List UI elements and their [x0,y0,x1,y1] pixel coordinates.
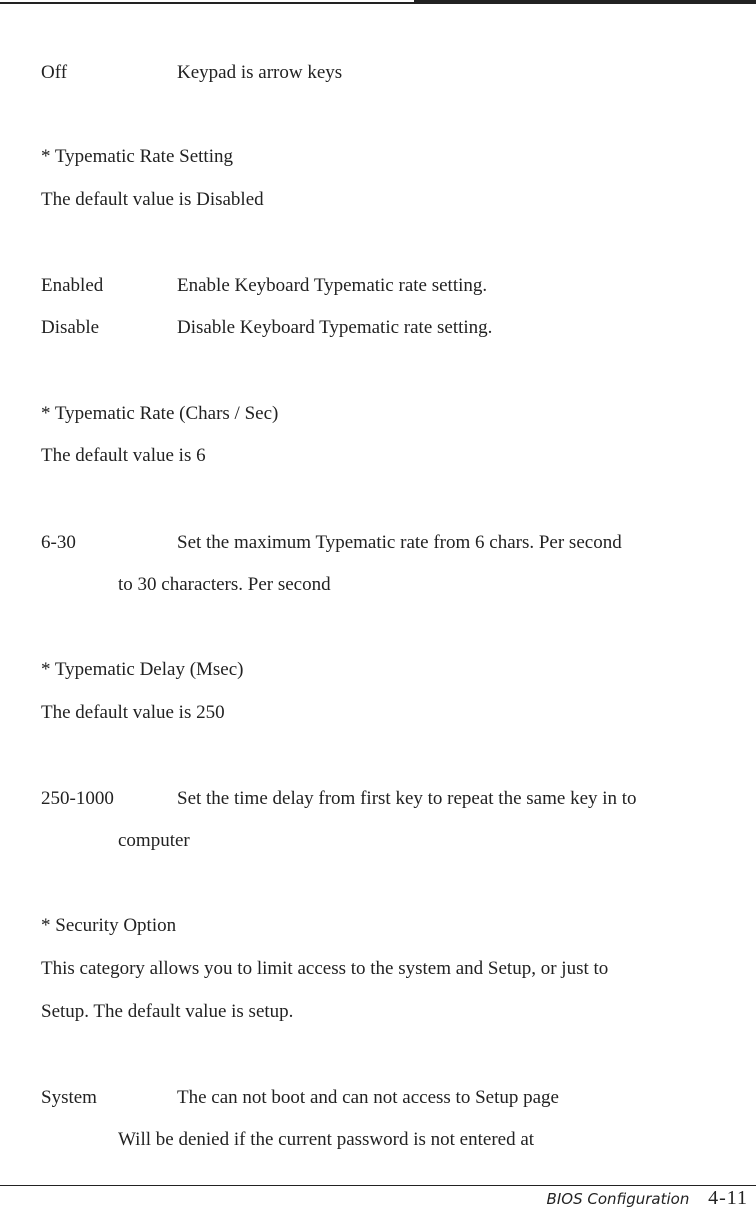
option-desc: Disable Keyboard Typematic rate setting. [177,317,493,338]
section-heading: * Security Option [41,915,177,936]
section-heading: * Typematic Rate (Chars / Sec) [41,403,279,424]
option-term: 250-1000 [41,788,114,809]
header-bar [414,0,756,4]
option-term: System [41,1087,97,1108]
page-footer [547,1186,748,1211]
page-number: 4-11 [708,1187,748,1209]
option-term: Enabled [41,275,104,296]
footer-section-title: BIOS Configuration [546,1190,690,1208]
default-text: The default value is Disabled [41,189,264,210]
option-desc: Set the maximum Typematic rate from 6 chars. Per second [177,532,622,553]
default-text: The default value is 6 [41,445,206,466]
section-heading: * Typematic Rate Setting [41,146,233,167]
option-desc-continued: to 30 characters. Per second [118,574,331,595]
option-desc: Keypad is arrow keys [177,62,343,83]
paragraph-text: Setup. The default value is setup. [41,1001,294,1022]
header-rule [0,2,414,4]
section-heading: * Typematic Delay (Msec) [41,659,244,680]
option-term: Off [41,62,68,83]
option-term: 6-30 [41,532,76,553]
option-desc-continued: computer [118,830,190,851]
paragraph-text: This category allows you to limit access to the system and Setup, or just to [41,958,609,979]
option-desc: Set the time delay from first key to repeat the same key in to [177,788,637,809]
option-desc: The can not boot and can not access to Setup page [177,1087,559,1108]
option-term: Disable [41,317,100,338]
option-desc: Enable Keyboard Typematic rate setting. [177,275,488,296]
option-desc-continued: Will be denied if the current password is not entered at [118,1129,535,1150]
default-text: The default value is 250 [41,702,225,723]
